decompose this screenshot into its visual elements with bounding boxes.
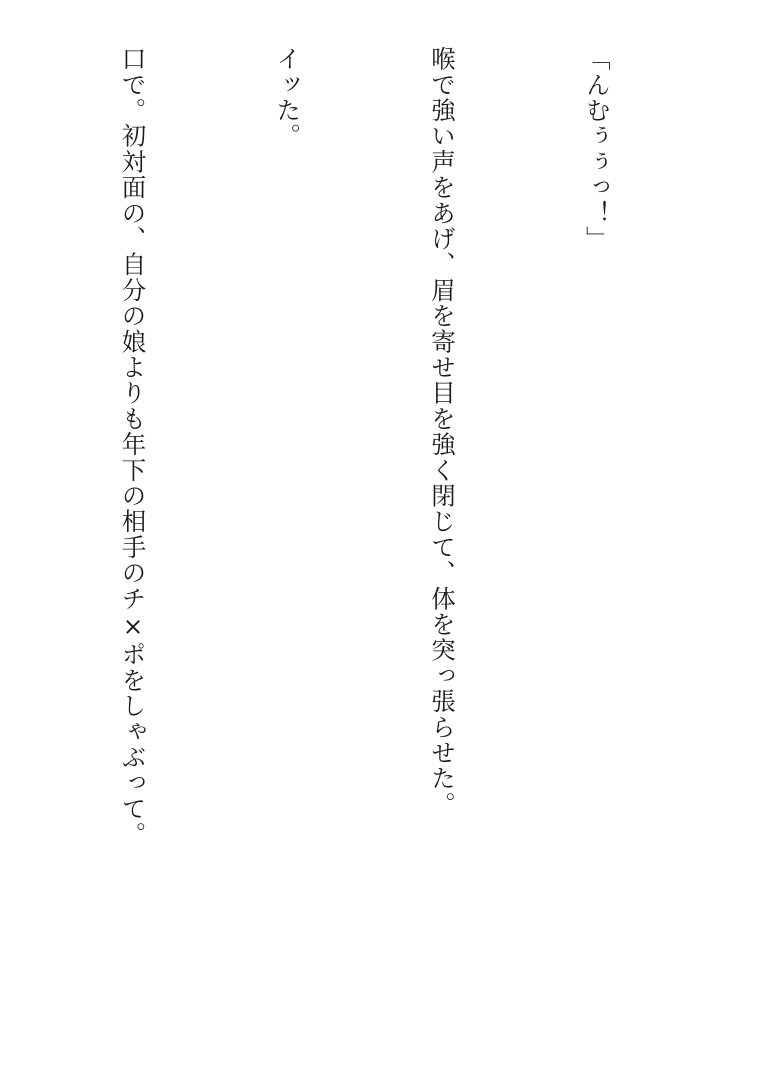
text-line: 「んむぅぅっ！」 bbox=[582, 46, 612, 252]
vertical-text-block bbox=[0, 46, 706, 1056]
text-line bbox=[0, 46, 24, 1056]
text-line: イッた。 bbox=[273, 46, 303, 149]
text-line: 口で。初対面の、自分の娘よりも年下の相手のチ×ポをしゃぶって。 bbox=[118, 46, 148, 848]
text-line: 喉で強い声をあげ、眉を寄せ目を強く閉じて、体を突っ張らせた。 bbox=[428, 46, 458, 818]
